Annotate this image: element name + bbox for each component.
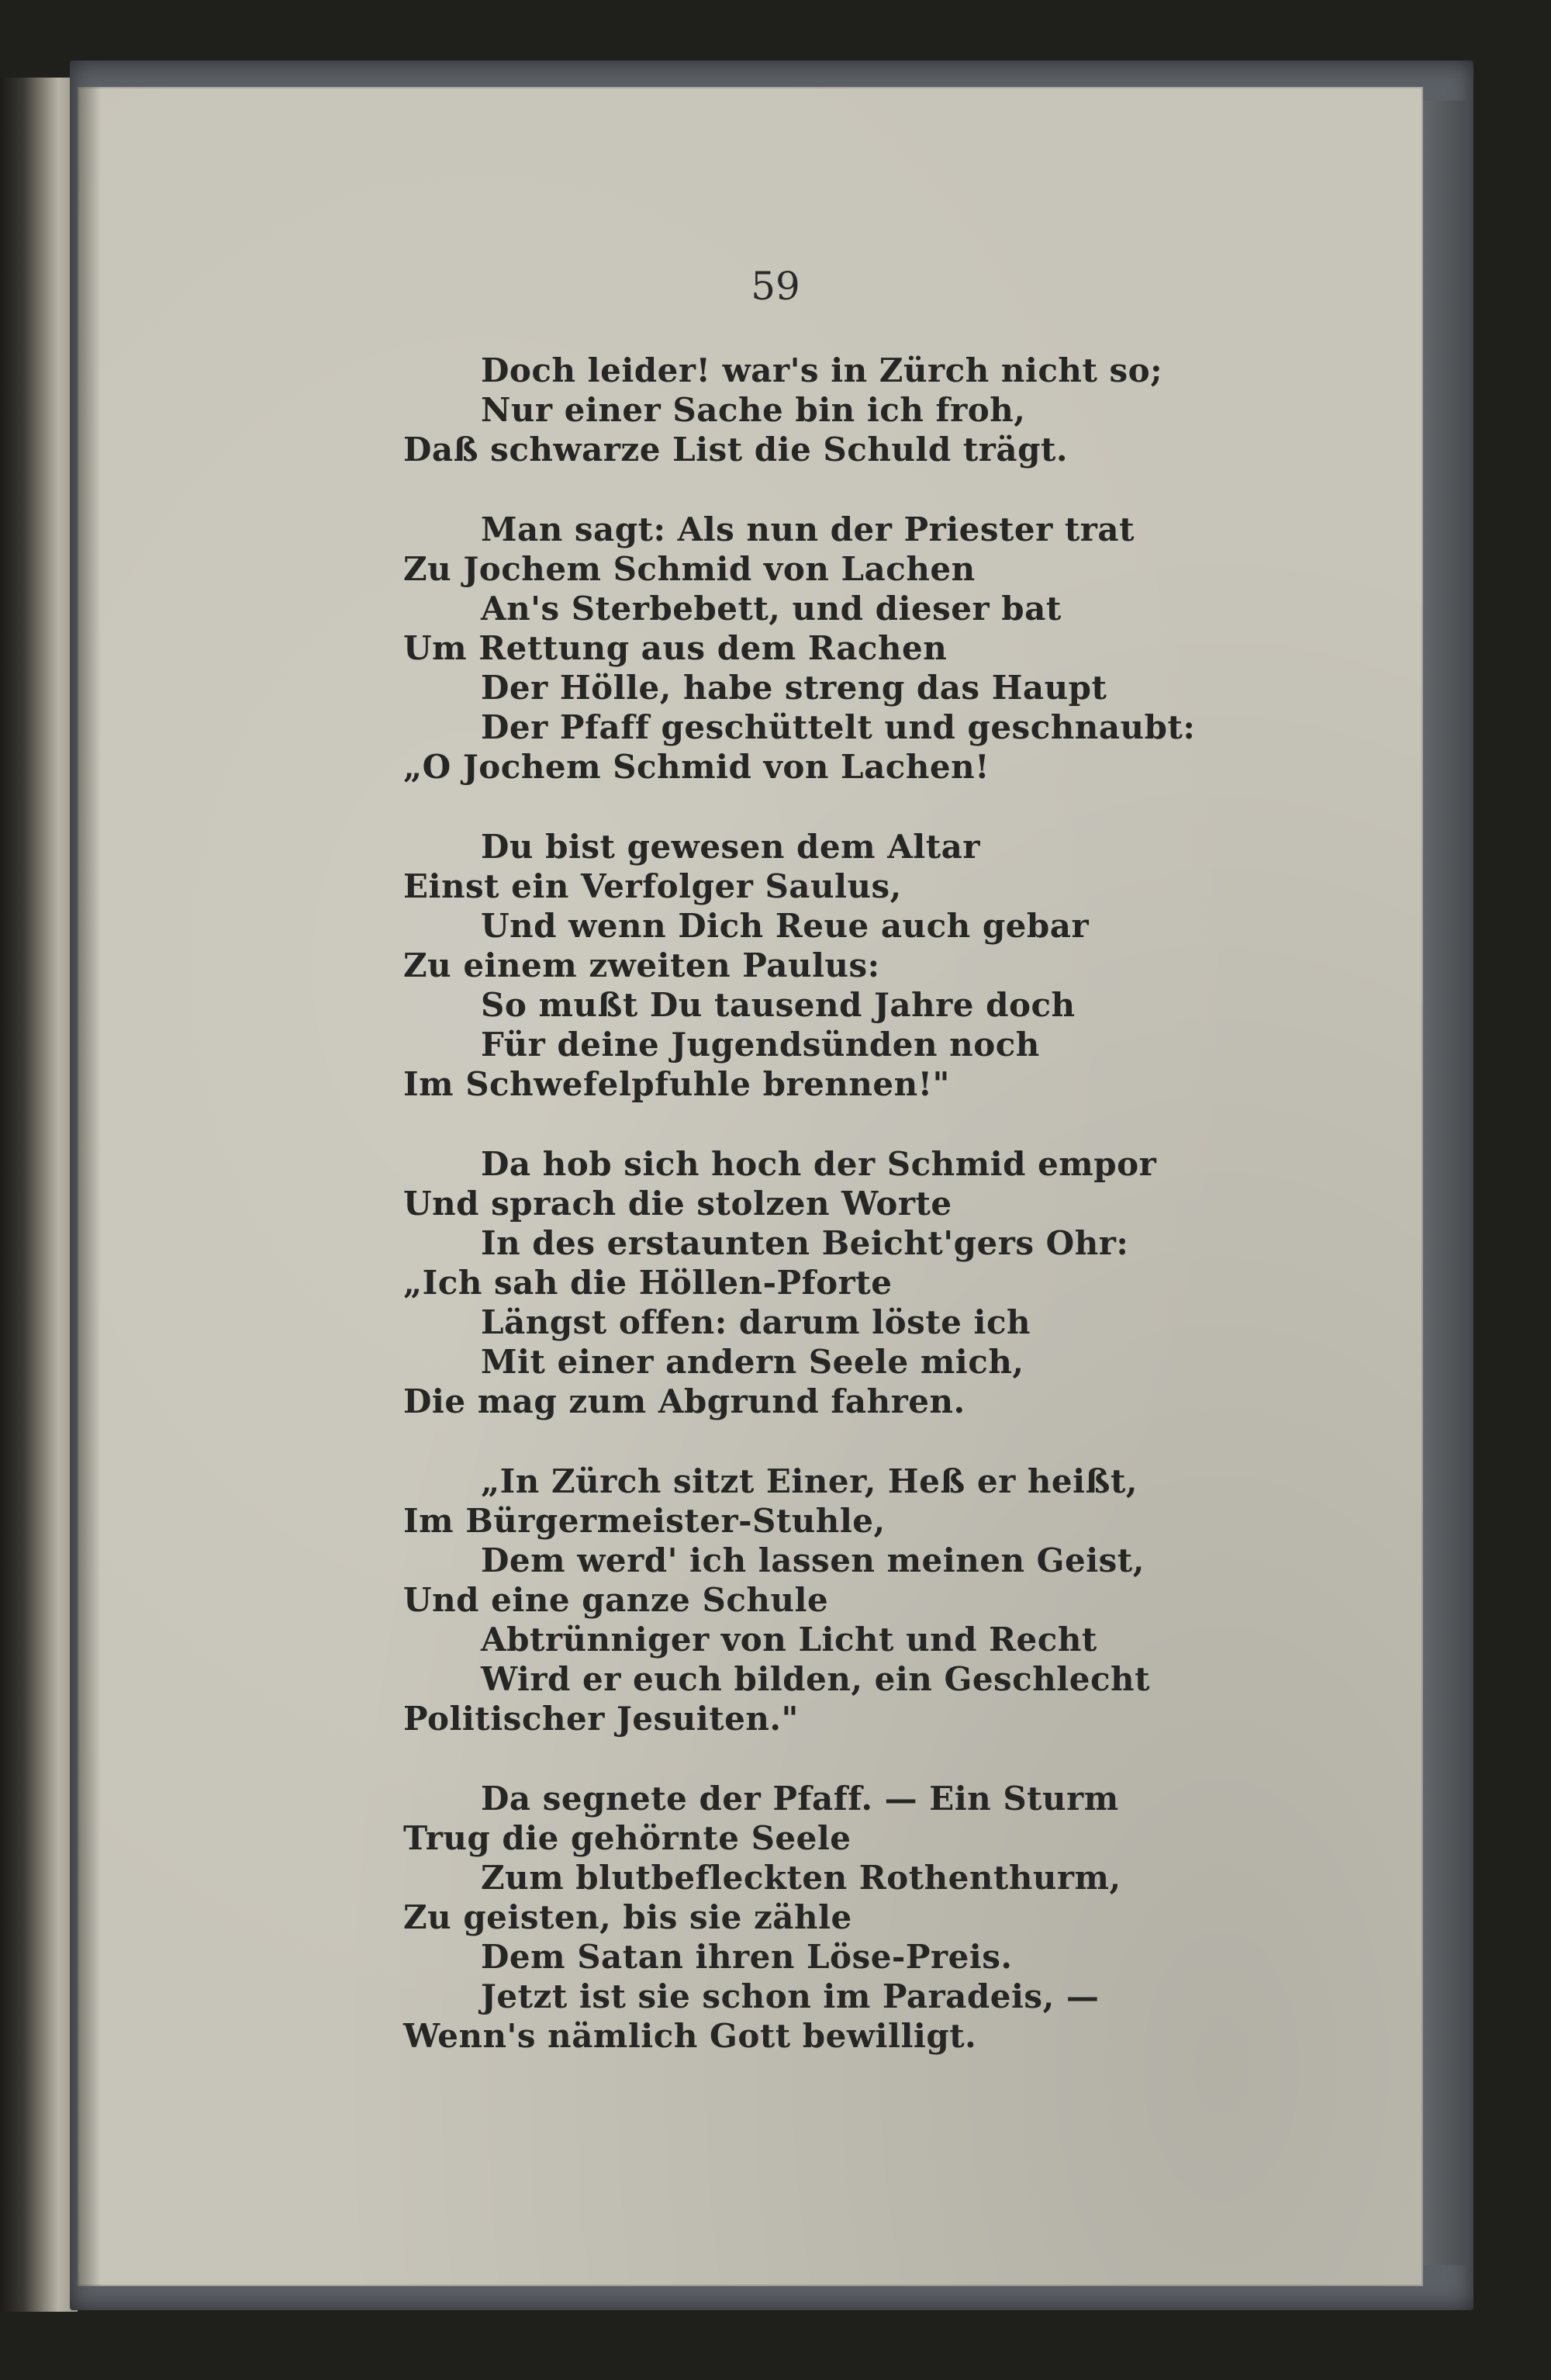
poem-line: Dem Satan ihren Löse-Preis.: [481, 1938, 1013, 1976]
poem-line: Jetzt ist sie schon im Paradeis, —: [481, 1977, 1100, 2015]
poem-line: Im Schwefelpfuhle brennen!": [403, 1065, 950, 1103]
poem-line: Um Rettung aus dem Rachen: [403, 629, 948, 667]
poem-line: Dem werd' ich lassen meinen Geist,: [481, 1541, 1145, 1579]
poem-line: In des erstaunten Beicht'gers Ohr:: [481, 1224, 1129, 1262]
stanza: [403, 1144, 1334, 1421]
poem-line: Abtrünniger von Licht und Recht: [481, 1621, 1097, 1659]
poem-text: [403, 351, 1334, 2096]
page-gutter-shadow: [78, 87, 101, 2286]
poem-line: Trug die gehörnte Seele: [403, 1819, 851, 1857]
poem-line: Daß schwarze List die Schuld trägt.: [403, 431, 1068, 469]
poem-line: Längst offen: darum löste ich: [481, 1303, 1031, 1341]
poem-line: Der Hölle, habe streng das Haupt: [481, 669, 1107, 707]
poem-line: Zu Jochem Schmid von Lachen: [403, 550, 976, 588]
poem-line: Einst ein Verfolger Saulus,: [403, 867, 902, 905]
stanza: [403, 510, 1334, 787]
poem-line: Wird er euch bilden, ein Geschlecht: [481, 1660, 1150, 1698]
poem-line: Wenn's nämlich Gott bewilligt.: [403, 2017, 977, 2055]
poem-line: Doch leider! war's in Zürch nicht so;: [481, 351, 1163, 389]
poem-line: Zu geisten, bis sie zähle: [403, 1898, 852, 1936]
poem-line: „Ich sah die Höllen-Pforte: [403, 1264, 893, 1302]
stanza: [403, 1779, 1334, 2056]
poem-line: Die mag zum Abgrund fahren.: [403, 1382, 965, 1420]
poem-line: Und sprach die stolzen Worte: [403, 1185, 952, 1223]
poem-line: So mußt Du tausend Jahre doch: [481, 986, 1076, 1024]
poem-line: Zum blutbefleckten Rothenthurm,: [481, 1859, 1121, 1897]
poem-line: Der Pfaff geschüttelt und geschnaubt:: [481, 708, 1196, 746]
stanza: [403, 351, 1334, 469]
poem-line: Mit einer andern Seele mich,: [481, 1343, 1024, 1381]
poem-line: „O Jochem Schmid von Lachen!: [403, 748, 990, 786]
poem-line: Und wenn Dich Reue auch gebar: [481, 907, 1090, 945]
stanza: [403, 827, 1334, 1104]
poem-line: Für deine Jugendsünden noch: [481, 1026, 1040, 1064]
poem-line: Politischer Jesuiten.": [403, 1700, 799, 1738]
left-page-edge: [0, 78, 78, 2312]
poem-line: „In Zürch sitzt Einer, Heß er heißt,: [481, 1462, 1138, 1500]
poem-line: Man sagt: Als nun der Priester trat: [481, 510, 1135, 548]
poem-line: Nur einer Sache bin ich froh,: [481, 391, 1026, 429]
poem-line: Da hob sich hoch der Schmid empor: [481, 1145, 1157, 1183]
poem-line: Und eine ganze Schule: [403, 1581, 829, 1619]
poem-line: Zu einem zweiten Paulus:: [403, 946, 880, 984]
stanza: [403, 1462, 1334, 1738]
poem-line: An's Sterbebett, und dieser bat: [481, 590, 1062, 628]
poem-line: Du bist gewesen dem Altar: [481, 828, 980, 866]
poem-line: Da segnete der Pfaff. — Ein Sturm: [481, 1780, 1119, 1818]
page-number: 59: [751, 264, 800, 309]
poem-line: Im Bürgermeister-Stuhle,: [403, 1502, 886, 1540]
